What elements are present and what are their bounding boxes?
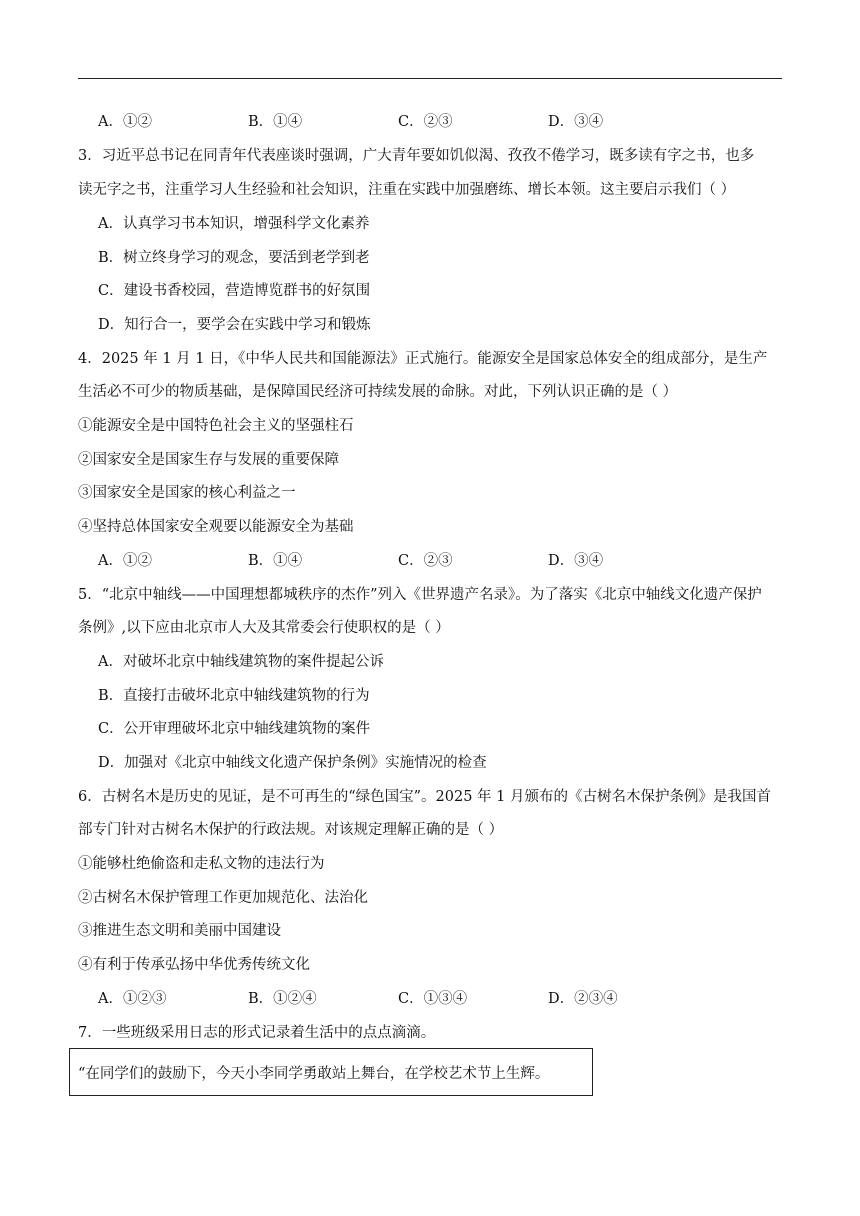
q3-option-c[interactable]: C．建设书香校园，营造博览群书的好氛围 [98, 283, 371, 299]
q7-stem: 7．一些班级采用日志的形式记录着生活中的点点滴滴。 [78, 1025, 436, 1041]
q6-option-c[interactable]: C．①③④ [398, 991, 468, 1007]
q5-stem-line-2: 条例》,以下应由北京市人大及其常委会行使职权的是（ ） [78, 620, 450, 636]
q4-item-1: ①能源安全是中国特色社会主义的坚强柱石 [78, 418, 354, 434]
header-rule [78, 78, 782, 79]
q5-option-c[interactable]: C．公开审理破坏北京中轴线建筑物的案件 [98, 721, 371, 737]
q2-option-a[interactable]: A．①② [98, 114, 152, 130]
q6-option-a[interactable]: A．①②③ [98, 991, 167, 1007]
q4-item-2: ②国家安全是国家生存与发展的重要保障 [78, 452, 339, 468]
q5-option-a[interactable]: A．对破坏北京中轴线建筑物的案件提起公诉 [98, 654, 384, 670]
q7-diary-text: “在同学们的鼓励下，今天小李同学勇敢站上舞台，在学校艺术节上生辉。 [78, 1066, 550, 1082]
q3-stem-line-1: 3．习近平总书记在同青年代表座谈时强调，广大青年要如饥似渴、孜孜不倦学习，既多读有字之书，也多 [78, 148, 755, 164]
q4-option-c[interactable]: C．②③ [398, 553, 453, 569]
q2-option-b[interactable]: B．①④ [248, 114, 303, 130]
q6-stem-line-2: 部专门针对古树名木保护的行政法规。对该规定理解正确的是（ ） [78, 822, 504, 838]
q7-diary-box [69, 1048, 593, 1096]
q4-item-3: ③国家安全是国家的核心利益之一 [78, 485, 296, 501]
q3-option-d[interactable]: D．知行合一，要学会在实践中学习和锻炼 [98, 317, 371, 333]
q2-option-c[interactable]: C．②③ [398, 114, 453, 130]
q6-option-b[interactable]: B．①②④ [248, 991, 317, 1007]
q4-options [98, 551, 698, 571]
q3-option-b[interactable]: B．树立终身学习的观念，要活到老学到老 [98, 250, 370, 266]
q5-option-d[interactable]: D．加强对《北京中轴线文化遗产保护条例》实施情况的检查 [98, 755, 487, 771]
q4-stem-line-1: 4．2025 年 1 月 1 日，《中华人民共和国能源法》正式施行。能源安全是国家总体安全的组成部分，是生产 [78, 351, 768, 367]
q6-item-2: ②古树名木保护管理工作更加规范化、法治化 [78, 890, 368, 906]
q6-stem-line-1: 6．古树名木是历史的见证，是不可再生的“绿色国宝”。2025 年 1 月颁布的《古树名木保护条例》是我国首 [78, 789, 772, 805]
q4-stem-line-2: 生活必不可少的物质基础，是保障国民经济可持续发展的命脉。对此，下列认识正确的是（ ） [78, 384, 678, 400]
q6-option-d[interactable]: D．②③④ [548, 991, 618, 1007]
q4-option-a[interactable]: A．①② [98, 553, 152, 569]
q5-stem-line-1: 5．“北京中轴线——中国理想都城秩序的杰作”列入《世界遗产名录》。为了落实《北京中轴线文化遗产保护 [78, 587, 762, 603]
q4-item-4: ④坚持总体国家安全观要以能源安全为基础 [78, 519, 354, 535]
q6-item-3: ③推进生态文明和美丽中国建设 [78, 923, 281, 939]
q2-options [98, 112, 698, 132]
q6-item-4: ④有利于传承弘扬中华优秀传统文化 [78, 957, 310, 973]
q3-stem-line-2: 读无字之书，注重学习人生经验和社会知识，注重在实践中加强磨练、增长本领。这主要启示我们（ ） [78, 182, 736, 198]
q5-option-b[interactable]: B．直接打击破坏北京中轴线建筑物的行为 [98, 688, 370, 704]
q4-option-d[interactable]: D．③④ [548, 553, 604, 569]
q4-option-b[interactable]: B．①④ [248, 553, 303, 569]
q2-option-d[interactable]: D．③④ [548, 114, 604, 130]
q3-option-a[interactable]: A．认真学习书本知识，增强科学文化素养 [98, 216, 370, 232]
q6-options [98, 989, 698, 1009]
q6-item-1: ①能够杜绝偷盗和走私文物的违法行为 [78, 856, 325, 872]
